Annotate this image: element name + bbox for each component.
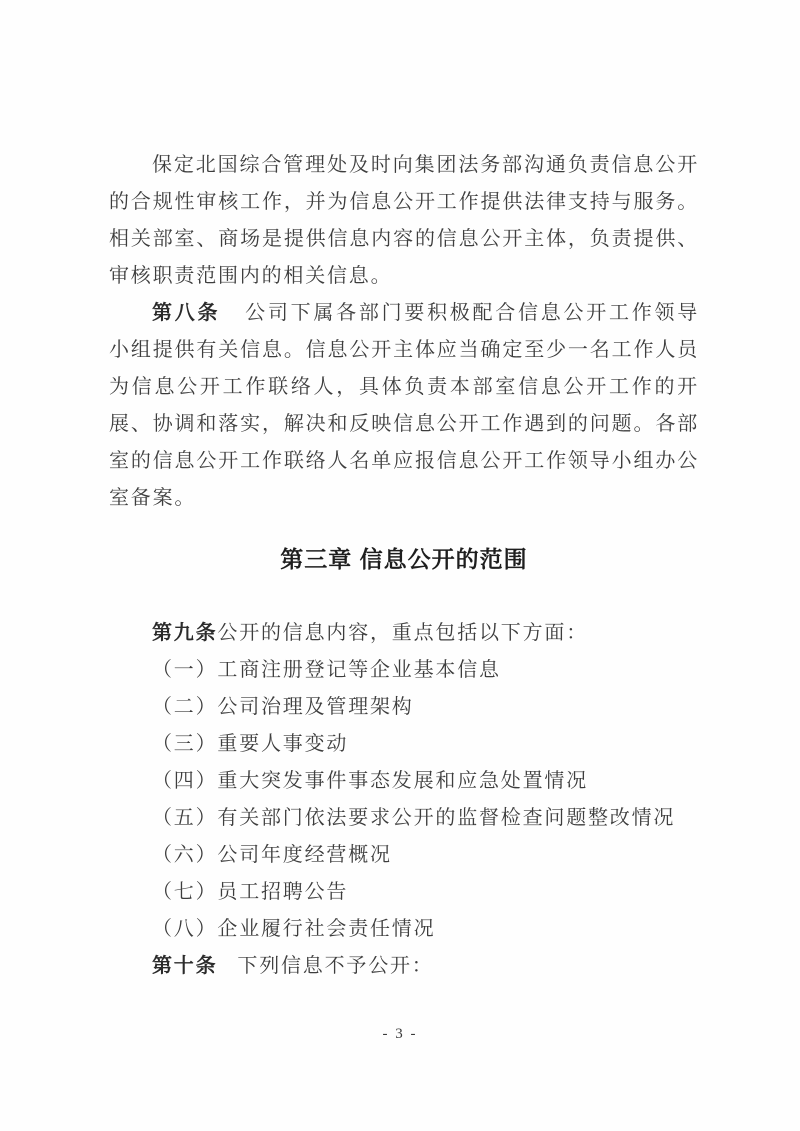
article-8-text: 公司下属各部门要积极配合信息公开工作领导小组提供有关信息。信息公开主体应当确定至少一名工作人员为信息公开工作联络人，具体负责本部室信息公开工作的开展、协调和落实，解决和反映信息公开工作遇到的问题。各部室的信息公开工作联络人名单应报信息公开工作领导小组办公室备案。	[109, 302, 699, 509]
list-item-6: （六）公司年度经营概况	[152, 844, 392, 866]
paragraph-intro: 保定北国综合管理处及时向集团法务部沟通负责信息公开的合规性审核工作，并为信息公开工作提供法律支持与服务。相关部室、商场是提供信息内容的信息公开主体，负责提供、审核职责范围内的相关信息。	[109, 154, 699, 287]
list-item-4: （四）重大突发事件事态发展和应急处置情况	[152, 770, 588, 792]
chapter-heading: 第三章 信息公开的范围	[280, 546, 528, 572]
article-10-term: 第十条	[152, 955, 218, 977]
word-space	[220, 318, 244, 319]
word-space	[217, 971, 237, 972]
list-item-8: （八）企业履行社会责任情况	[152, 918, 436, 940]
document-body	[109, 147, 699, 985]
page-number: - 3 -	[382, 1026, 418, 1042]
paragraph-article-9	[109, 615, 699, 652]
article-9-text: 公开的信息内容，重点包括以下方面：	[217, 622, 589, 644]
paragraph-article-10	[109, 948, 699, 985]
list-item-2: （二）公司治理及管理架构	[152, 696, 414, 718]
list-item-5: （五）有关部门依法要求公开的监督检查问题整改情况	[152, 807, 676, 829]
article-8-term: 第八条	[152, 302, 221, 324]
article-9-term: 第九条	[152, 622, 218, 644]
list-item-7: （七）员工招聘公告	[152, 881, 349, 903]
paragraph-article-8	[109, 295, 699, 517]
article-10-text: 下列信息不予公开：	[237, 955, 434, 977]
list-item-1: （一）工商注册登记等企业基本信息	[152, 659, 501, 681]
disclosure-scope-section	[109, 615, 699, 985]
list-item-3: （三）重要人事变动	[152, 733, 349, 755]
